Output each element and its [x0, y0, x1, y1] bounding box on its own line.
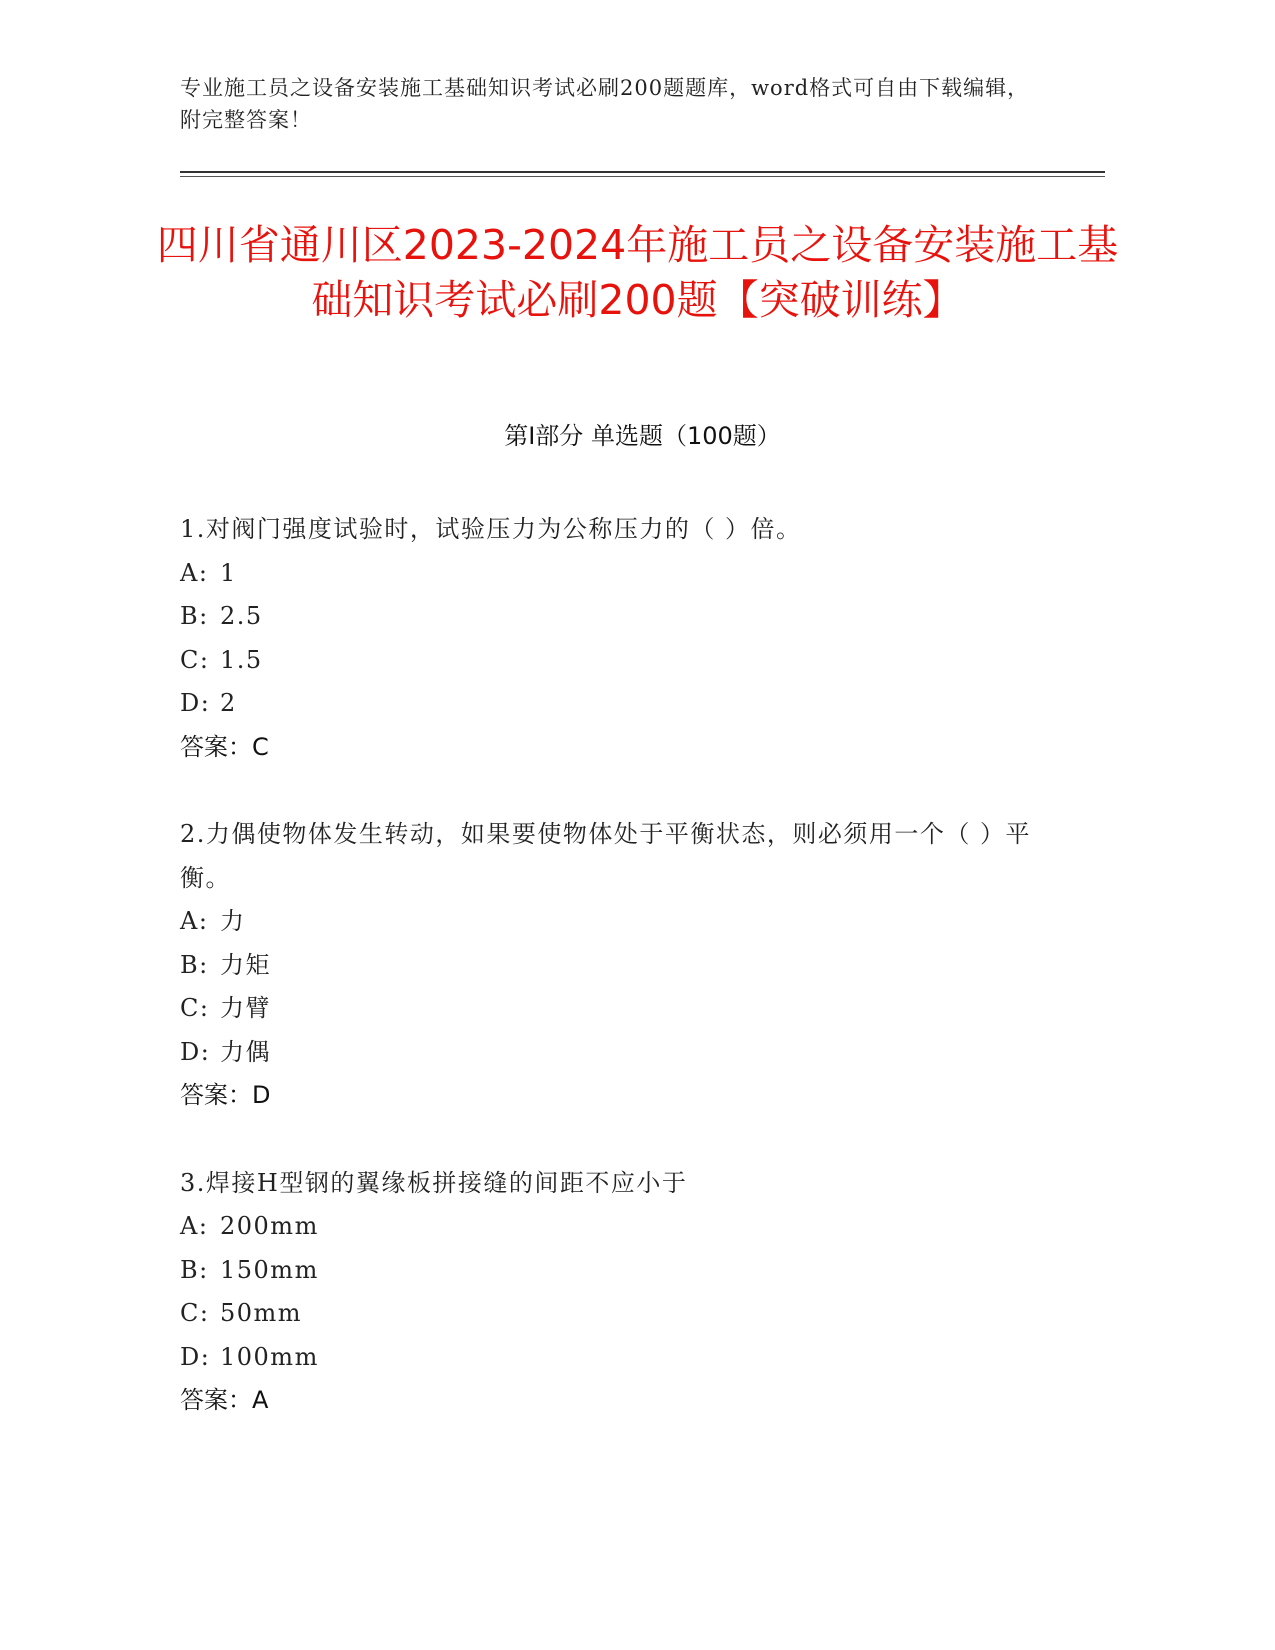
option-a — [180, 552, 1060, 596]
header-note: 专业施工员之设备安装施工基础知识考试必刷200题题库，word格式可自由下载编辑，附完整答案！ — [180, 76, 1030, 132]
option-d — [180, 1031, 1060, 1075]
header-divider-thick — [180, 171, 1105, 173]
question-stem: 3.焊接H型钢的翼缘板拼接缝的间距不应小于 — [180, 1168, 688, 1197]
option-text: 力偶 — [220, 1037, 271, 1066]
answer-line: 答案：C — [180, 732, 269, 761]
question-stem: 2.力偶使物体发生转动，如果要使物体处于平衡状态，则必须用一个（ ）平衡。 — [180, 820, 1032, 892]
option-key: B: — [180, 602, 209, 630]
option-key: A: — [180, 1212, 209, 1240]
option-text: 1.5 — [220, 645, 263, 674]
option-key: C: — [180, 1299, 210, 1327]
option-key: D: — [180, 1342, 211, 1371]
option-c — [180, 987, 1060, 1031]
option-key: C: — [180, 645, 210, 674]
option-text: 100mm — [220, 1342, 319, 1371]
option-key: B: — [180, 1255, 209, 1284]
section-title: 第Ⅰ部分 单选题（100题） — [504, 422, 781, 450]
option-c — [180, 639, 1060, 683]
option-text: 200mm — [220, 1212, 319, 1240]
document-title: 四川省通川区2023-2024年施工员之设备安装施工基础知识考试必刷200题【突破训练】 — [156, 221, 1119, 324]
option-text: 力矩 — [220, 950, 271, 979]
question-1 — [180, 508, 1060, 769]
option-key: B: — [180, 950, 209, 979]
question-3 — [180, 1162, 1060, 1423]
option-text: 150mm — [220, 1255, 319, 1284]
option-key: D: — [180, 689, 211, 717]
option-text: 力臂 — [220, 994, 271, 1022]
option-text: 2.5 — [220, 602, 263, 630]
question-stem: 1.对阀门强度试验时，试验压力为公称压力的（ ）倍。 — [180, 515, 802, 543]
option-a — [180, 900, 1060, 944]
option-text: 1 — [220, 558, 237, 587]
header-divider-thin — [180, 176, 1105, 177]
option-b — [180, 1249, 1060, 1293]
question-list — [180, 508, 1060, 1467]
option-d — [180, 1336, 1060, 1380]
option-key: A: — [180, 907, 209, 935]
option-c — [180, 1292, 1060, 1336]
option-key: D: — [180, 1037, 211, 1066]
option-d — [180, 682, 1060, 726]
option-b — [180, 944, 1060, 988]
option-b — [180, 595, 1060, 639]
option-text: 50mm — [220, 1299, 303, 1327]
question-2 — [180, 813, 1060, 1118]
option-key: C: — [180, 994, 210, 1022]
answer-line: 答案：D — [180, 1081, 271, 1109]
option-text: 2 — [220, 689, 237, 717]
answer-line: 答案：A — [180, 1386, 269, 1414]
option-a — [180, 1205, 1060, 1249]
option-key: A: — [180, 558, 209, 587]
option-text: 力 — [220, 907, 246, 935]
